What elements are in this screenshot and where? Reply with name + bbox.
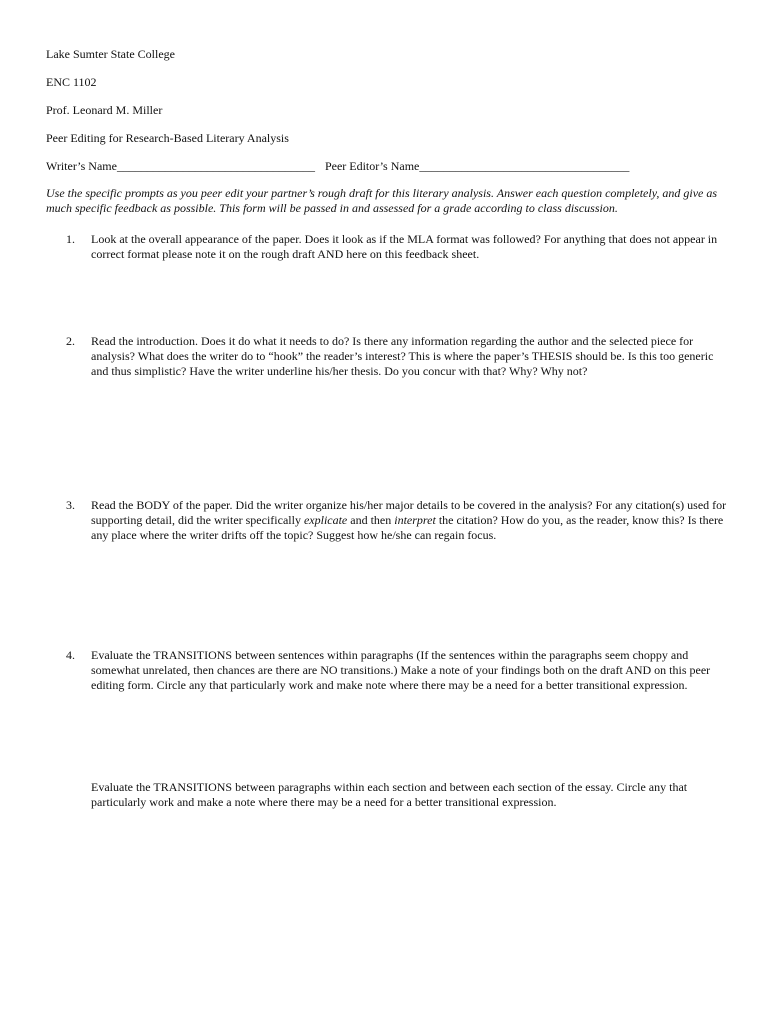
question-number: 1. [66,232,75,246]
question-text-part: Read the BODY of the paper. Did the writer organize his/her major details to be covered in the analysis? For any citation(s) used for supporting detail, did the writer specifically [91,498,727,527]
worksheet-title: Peer Editing for Research-Based Literary Analysis [46,131,289,145]
question-text: Evaluate the TRANSITIONS between paragraphs within each section and between each section of the essay. Circle any that particularly work and make a note where there may be a need for a better transitional expression. [91,780,688,809]
question-text: Evaluate the TRANSITIONS between sentences within paragraphs (If the sentences within the paragraphs seem choppy and somewhat unrelated, then chances are there are NO transitions.) Make a note of your findings both on the draft AND on this peer editing form. Circle any that particularly work and make note where there may be a need for a better transitional expression. [91,648,711,692]
question-number: 2. [66,334,75,348]
emphasis-explicate: explicate [303,513,348,527]
question-3 [66,498,732,543]
question-2 [66,334,732,379]
question-4-part-b [66,780,732,810]
writer-name-blank: _________________________________ [116,159,315,173]
question-number: 4. [66,648,75,662]
peer-editor-name-blank: ___________________________________ [419,159,630,173]
question-text: Look at the overall appearance of the paper. Does it look as if the MLA format was followed? For anything that does not appear in correct format please note it on the rough draft AND here on this feedback sheet. [91,232,718,261]
emphasis-interpret: interpret [394,513,436,527]
question-text-part: and then [347,513,395,527]
writer-name-label: Writer’s Name [46,159,117,173]
professor-name: Prof. Leonard M. Miller [46,103,163,117]
question-number: 3. [66,498,75,512]
question-text: Read the introduction. Does it do what it needs to do? Is there any information regarding the author and the selected piece for analysis? What does the writer do to “hook” the reader’s interest? This is where the paper’s THESIS should be. Is this too generic and thus simplistic? Have the writer underline his/her thesis. Do you concur with that? Why? Why not? [91,334,714,378]
peer-editor-name-label: Peer Editor’s Name [324,159,420,173]
name-fields-row [46,159,629,174]
question-text [91,498,732,543]
question-text-part: the citation? How do you, as the reader, know this? Is there any place where the writer drifts off the topic? Suggest how he/she can regain focus. [91,513,724,542]
instructions-text: Use the specific prompts as you peer edit your partner’s rough draft for this literary analysis. Answer each question completely, and give as much specific feedback as possible. This form will be passed in and assessed for a grade according to class discussion. [46,186,718,215]
course-code: ENC 1102 [46,75,97,89]
question-4 [66,648,732,693]
college-name: Lake Sumter State College [46,47,175,61]
question-1 [66,232,732,262]
